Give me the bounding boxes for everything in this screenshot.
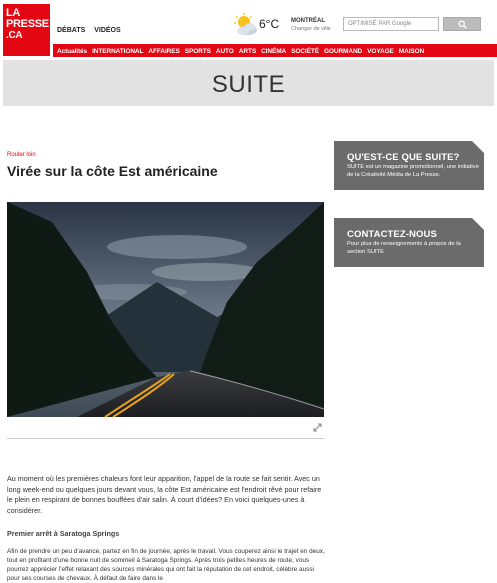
- weather-city: MONTRÉAL: [291, 18, 325, 24]
- logo-line-3: .CA: [6, 30, 23, 41]
- logo-line-1: LA: [6, 7, 21, 19]
- search-icon: [458, 20, 467, 29]
- nav-item-maison[interactable]: MAISON: [398, 47, 425, 55]
- article-kicker[interactable]: Rouler loin: [7, 152, 36, 158]
- nav-item-sports[interactable]: SPORTS: [184, 47, 211, 55]
- corner-fold: [472, 141, 484, 153]
- section-title: SUITE: [211, 71, 286, 98]
- article-paragraph: Au moment où les premières chaleurs font leur apparition, l'appel de la route se fait sentir. Avec un long week-end ou quelques jours devant vous, la côte Est américaine est l'endroit rêvé pour refaire le plein en respirant de bonnes bouffées d'air salin. À court d'idées? En voici quelques-unes à considérer.: [7, 474, 322, 515]
- sidebar-contact[interactable]: [334, 218, 484, 267]
- nav-item-affaires[interactable]: AFFAIRES: [148, 47, 180, 55]
- article-subheading: Premier arrêt à Saratoga Springs: [7, 529, 120, 538]
- sidebar-about-suite[interactable]: [334, 141, 484, 190]
- photo-caption-bar: [7, 417, 324, 439]
- sidebar-title: QU'EST-CE QUE SUITE?: [347, 152, 460, 163]
- corner-fold: [472, 218, 484, 230]
- sidebar-description: SUITE est un magazine promotionnel, une initiative de la Créativité Média de La Presse.: [347, 164, 479, 178]
- la-presse-logo[interactable]: [3, 4, 50, 56]
- weather-temperature: 6°C: [259, 17, 280, 31]
- search-input[interactable]: OPTIMISÉ PAR Google: [343, 17, 439, 31]
- sidebar-description: Pour plus de renseignements à propos de la section SUITE: [347, 241, 461, 255]
- nav-item-cinema[interactable]: CINÉMA: [261, 47, 287, 55]
- sidebar-title: CONTACTEZ-NOUS: [347, 229, 437, 240]
- top-link-videos[interactable]: VIDÉOS: [94, 27, 121, 34]
- weather-widget[interactable]: [232, 12, 337, 40]
- site-header: [0, 0, 497, 58]
- nav-item-actualites[interactable]: Actualités: [57, 47, 88, 55]
- main-nav: [53, 43, 497, 57]
- article-photo: [7, 202, 324, 417]
- search-button[interactable]: [443, 17, 481, 31]
- top-link-debats[interactable]: DÉBATS: [57, 27, 86, 34]
- nav-item-auto[interactable]: AUTO: [215, 47, 234, 55]
- article-paragraph: Afin de prendre un peu d'avance, partez en fin de journée, après le travail. Vous couperez ainsi le trajet en deux, tout en profitant d'une bonne nuit de sommeil à Saratoga Springs. Après trois petites heures de route, vous pourrez apprécier l'effet relaxant des sources minérales qui ont fait la réputation de cet endroit, célèbre aussi pour ses courses de chevaux. À défaut de faire dans le: [7, 548, 325, 582]
- road-landscape-image: [7, 202, 324, 417]
- nav-item-gourmand[interactable]: GOURMAND: [323, 47, 363, 55]
- nav-item-international[interactable]: INTERNATIONAL: [92, 47, 144, 55]
- nav-item-voyage[interactable]: VOYAGE: [367, 47, 394, 55]
- change-city-link[interactable]: Changer de ville: [291, 26, 331, 32]
- partly-cloudy-icon: [232, 12, 260, 40]
- section-banner: [3, 60, 494, 106]
- nav-item-arts[interactable]: ARTS: [238, 47, 257, 55]
- logo-line-2: PRESSE: [6, 18, 49, 30]
- expand-icon[interactable]: [313, 423, 322, 432]
- top-links: [57, 27, 128, 34]
- nav-item-societe[interactable]: SOCIÉTÉ: [291, 47, 319, 55]
- article-headline: Virée sur la côte Est américaine: [7, 163, 218, 179]
